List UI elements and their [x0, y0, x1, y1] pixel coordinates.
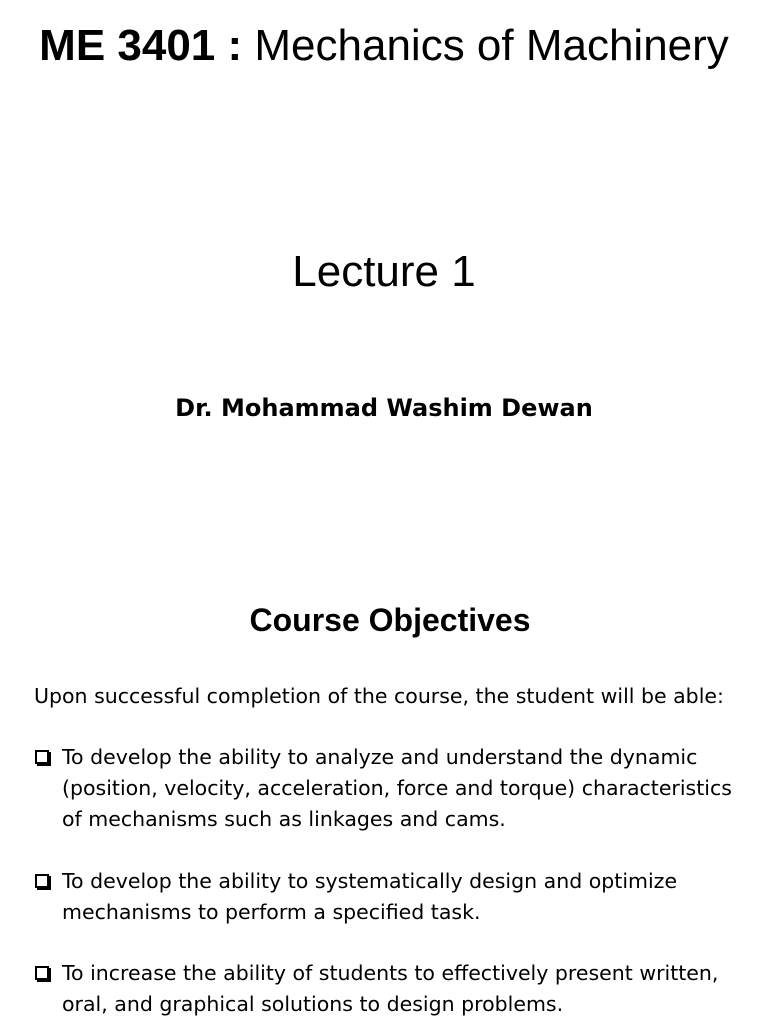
objective-text: To develop the ability to systematically design and optimize mechanisms to perform a specified task.	[62, 869, 678, 924]
objective-item	[34, 866, 754, 928]
course-code: ME 3401 :	[39, 21, 243, 70]
objective-item	[34, 742, 754, 835]
course-name: Mechanics of Machinery	[242, 21, 729, 70]
objective-text: To develop the ability to analyze and understand the dynamic (position, velocity, acceleration, force and torque) characteristics of mechanisms such as linkages and cams.	[62, 745, 732, 831]
checkbox-bullet-icon	[35, 874, 49, 888]
objectives-intro: Upon successful completion of the course, the student will be able:	[34, 684, 724, 708]
slide-title	[0, 18, 768, 74]
objective-text: To increase the ability of students to effectively present written, oral, and graphical solutions to design problems.	[62, 961, 719, 1016]
checkbox-bullet-icon	[35, 966, 49, 980]
lecture-number: Lecture 1	[292, 247, 476, 296]
objectives-heading: Course Objectives	[249, 602, 531, 638]
checkbox-bullet-icon	[35, 750, 49, 764]
objective-item	[34, 958, 754, 1020]
author-name: Dr. Mohammad Washim Dewan	[175, 394, 593, 422]
